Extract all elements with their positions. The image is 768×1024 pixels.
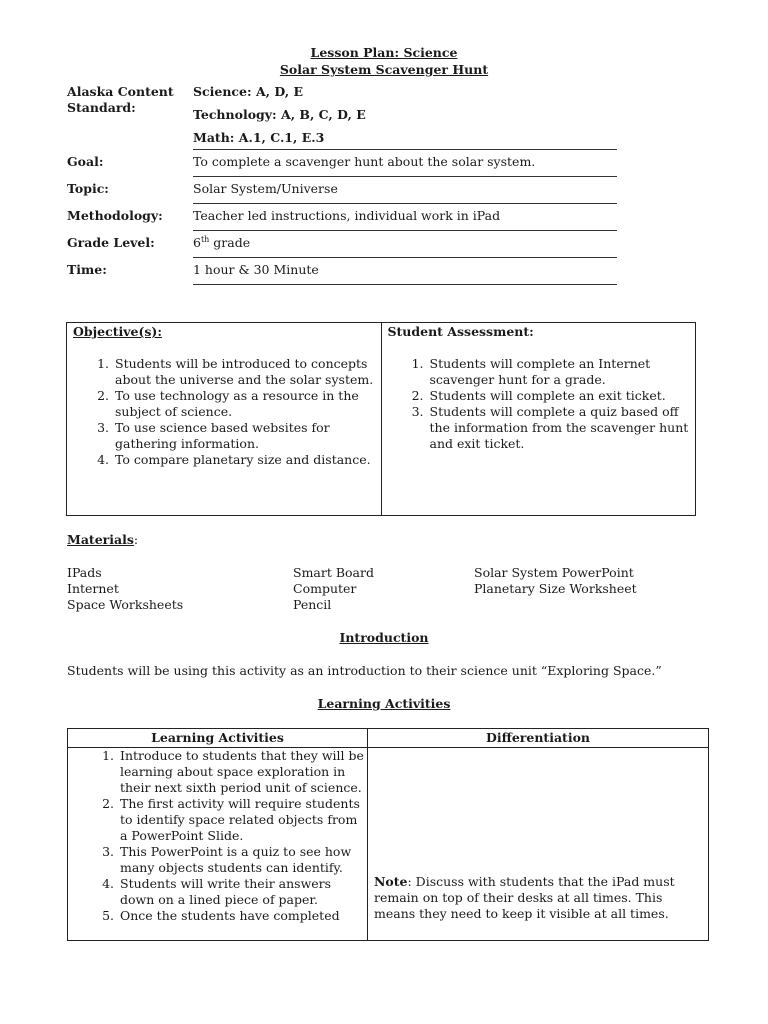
differentiation-cell	[367, 748, 708, 940]
goal-label: Goal:	[67, 154, 104, 169]
learning-activities-heading: Learning Activities	[317, 696, 451, 711]
methodology-row	[67, 203, 617, 230]
list-item: 5. Once the students have completed	[118, 908, 367, 924]
list-item: 2. Students will complete an exit ticket.	[428, 388, 690, 404]
list-item: 2. To use technology as a resource in the subject of science.	[113, 388, 375, 420]
materials-heading: Materials:	[67, 532, 139, 547]
table-bottom-rule	[193, 284, 617, 285]
grade-level-label: Grade Level:	[67, 235, 155, 250]
page-subtitle: Solar System Scavenger Hunt	[279, 62, 489, 77]
list-item: Computer	[293, 581, 357, 596]
list-item: 3. Students will complete a quiz based off the information from the scavenger hunt and exit ticket.	[428, 404, 690, 452]
list-item: IPads	[67, 565, 102, 580]
differentiation-note	[374, 874, 700, 922]
list-item: Planetary Size Worksheet	[474, 581, 637, 596]
list-item: 3. This PowerPoint is a quiz to see how many objects students can identify.	[118, 844, 367, 876]
grade-level-value: 6th grade	[193, 230, 617, 257]
objectives-list	[73, 356, 375, 468]
math-standard: Math: A.1, C.1, E.3	[193, 130, 325, 145]
note-label: Note	[374, 874, 408, 889]
science-standard: Science: A, D, E	[193, 84, 303, 99]
technology-standard: Technology: A, B, C, D, E	[193, 107, 366, 122]
objectives-column	[67, 323, 381, 515]
standards-row	[67, 83, 617, 149]
table-header-row	[68, 729, 708, 748]
list-item: 1. Students will complete an Internet scavenger hunt for a grade.	[428, 356, 690, 388]
grade-level-row	[67, 230, 617, 257]
goal-row	[67, 149, 617, 176]
time-value: 1 hour & 30 Minute	[193, 257, 617, 284]
time-row	[67, 257, 617, 284]
lesson-info	[67, 83, 617, 285]
topic-value: Solar System/Universe	[193, 176, 617, 203]
list-item: Solar System PowerPoint	[474, 565, 634, 580]
objectives-header: Objective(s):	[73, 324, 162, 339]
title-block	[0, 45, 768, 79]
assessment-header: Student Assessment:	[387, 324, 534, 339]
list-item: 1. Introduce to students that they will be learning about space exploration in their next sixth period unit of science.	[118, 748, 367, 796]
topic-label: Topic:	[67, 181, 109, 196]
learning-activities-heading-wrap	[0, 696, 768, 712]
learning-activities-table	[67, 728, 709, 941]
introduction-heading-wrap	[0, 630, 768, 646]
list-item: 4. To compare planetary size and distance.	[113, 452, 375, 468]
list-item: Smart Board	[293, 565, 374, 580]
list-item: 3. To use science based websites for gathering information.	[113, 420, 375, 452]
list-item: Pencil	[293, 597, 332, 612]
column-header-activities: Learning Activities	[151, 730, 284, 745]
assessment-column	[381, 323, 696, 515]
list-item: 2. The first activity will require students to identify space related objects from a PowerPoint Slide.	[118, 796, 367, 844]
materials-column-3	[474, 565, 637, 597]
materials-column-1	[67, 565, 183, 613]
note-text: : Discuss with students that the iPad must remain on top of their desks at all times. This means they need to keep it visible at all times.	[374, 874, 675, 921]
goal-value: To complete a scavenger hunt about the solar system.	[193, 149, 617, 176]
list-item: 1. Students will be introduced to concepts about the universe and the solar system.	[113, 356, 375, 388]
assessment-list	[388, 356, 690, 452]
list-item: Internet	[67, 581, 119, 596]
table-row	[68, 748, 708, 940]
list-item: 4. Students will write their answers down on a lined piece of paper.	[118, 876, 367, 908]
objectives-assessment-box	[66, 322, 696, 516]
standards-label: Alaska Content Standard:	[67, 84, 174, 115]
methodology-value: Teacher led instructions, individual work in iPad	[193, 203, 617, 230]
page-title: Lesson Plan: Science	[310, 45, 458, 60]
list-item: Space Worksheets	[67, 597, 184, 612]
introduction-text: Students will be using this activity as an introduction to their science unit “Exploring Space.”	[67, 663, 662, 678]
topic-row	[67, 176, 617, 203]
methodology-label: Methodology:	[67, 208, 163, 223]
time-label: Time:	[67, 262, 107, 277]
introduction-heading: Introduction	[339, 630, 429, 645]
materials-column-2	[293, 565, 374, 613]
column-header-differentiation: Differentiation	[367, 729, 708, 747]
activities-list	[68, 748, 367, 924]
activities-cell	[68, 748, 367, 940]
